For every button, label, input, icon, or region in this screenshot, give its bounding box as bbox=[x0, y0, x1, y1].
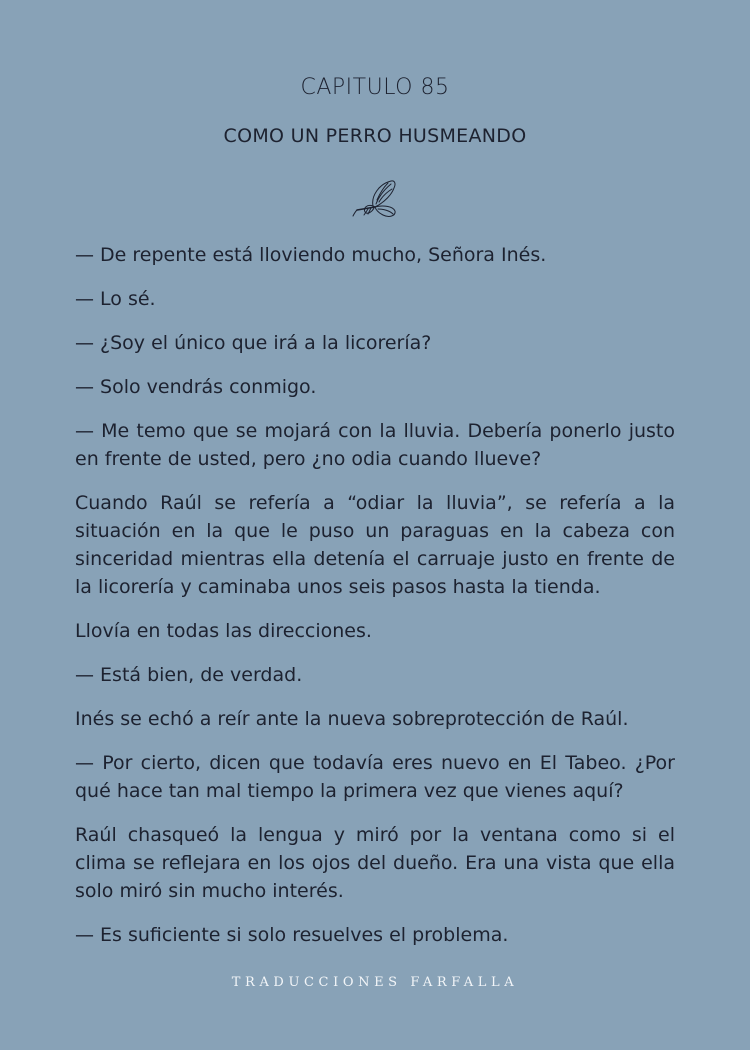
butterfly-icon bbox=[351, 178, 399, 220]
paragraph: — ¿Soy el único que irá a la licorería? bbox=[75, 332, 432, 354]
paragraph: — Lo sé. bbox=[75, 288, 156, 310]
paragraph: Inés se echó a reír ante la nueva sobreprotección de Raúl. bbox=[75, 708, 629, 730]
paragraph: Cuando Raúl se refería a “odiar la lluvia”, se refería a la situación en la que le puso un paraguas en la cabeza con sinceridad mientras ella detenía el carruaje justo en frente de la licorería y caminaba unos seis pasos hasta la tienda. bbox=[75, 492, 675, 598]
paragraph: — Está bien, de verdad. bbox=[75, 664, 303, 686]
chapter-title: CAPITULO 85 bbox=[300, 75, 450, 100]
footer-credit: TRADUCCIONES FARFALLA bbox=[231, 975, 519, 990]
paragraph: Llovía en todas las direcciones. bbox=[75, 620, 372, 642]
paragraph: — Solo vendrás conmigo. bbox=[75, 376, 317, 398]
paragraph: — De repente está lloviendo mucho, Señora Inés. bbox=[75, 244, 547, 266]
paragraph: — Me temo que se mojará con la lluvia. Debería ponerlo justo en frente de usted, pero ¿no odia cuando llueve? bbox=[75, 420, 675, 470]
paragraph: Raúl chasqueó la lengua y miró por la ventana como si el clima se reflejara en los ojos del dueño. Era una vista que ella solo miró sin mucho interés. bbox=[75, 824, 675, 902]
paragraph: — Por cierto, dicen que todavía eres nuevo en El Tabeo. ¿Por qué hace tan mal tiempo la primera vez que vienes aquí? bbox=[75, 752, 675, 802]
paragraph: — Es suficiente si solo resuelves el problema. bbox=[75, 924, 509, 946]
chapter-subtitle: COMO UN PERRO HUSMEANDO bbox=[223, 125, 527, 147]
chapter-body bbox=[75, 241, 675, 965]
